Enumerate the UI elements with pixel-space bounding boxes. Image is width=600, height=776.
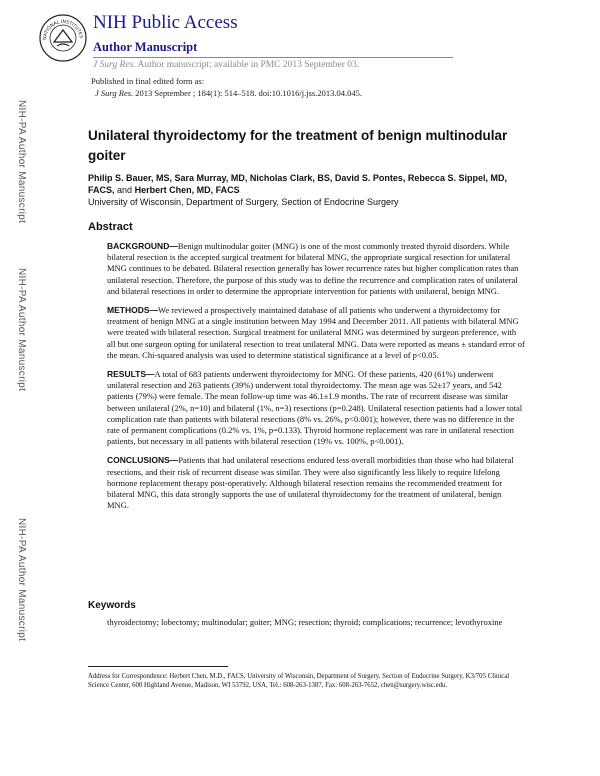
results-label: RESULTS— [107,369,155,380]
methods-text: We reviewed a prospectively maintained database of all patients who underwent a thyroidectomy for treatment of benign MNG at a single institution between May 1994 and December 2011. All patients with bilateral MNG were treated with bilateral resection. Surgical treatment for unilateral MNG was determined by surgeon preference, with all but one surgeon opting for unilateral resection to treat unilateral MNG. Data were reported as means ± standard error of the mean. Chi-squared analysis was used to determine statistical significance at a level of p<0.05. [107,305,525,360]
publication-details: 2013 September ; 184(1): 514–518. doi:10.1016/j.jss.2013.04.045. [135,88,362,98]
background-label: BACKGROUND— [107,241,178,251]
correspondence-footnote: Address for Correspondence: Herbert Chen, M.D., FACS, University of Wisconsin, Department of Surgery, Section of Endocrine Surgery, K3/705 Clinical Science Center, 600 Highland Avenue, Madison, WI 53792, USA, Tel.: 608-263-1387, Fax: 608-263-7652, chen@surgery.wisc.edu. [88,673,510,689]
abstract-conclusions [107,455,525,511]
abstract-results [107,369,525,447]
nih-subtitle: Author Manuscript [93,40,198,54]
sidebar-label-2: NIH-PA Author Manuscript [16,268,27,392]
sidebar-label-1: NIH-PA Author Manuscript [16,100,27,224]
nih-title: NIH Public Access [93,12,238,33]
author-block [88,172,518,208]
keywords-list: thyroidectomy; lobectomy; multinodular; goiter; MNG; resection; thyroid; complications; recurrence; levothyroxine [107,617,503,627]
publication-intro: Published in final edited form as: [91,76,205,86]
methods-label: METHODS— [107,305,158,316]
nih-citation-text: Author manuscript; available in PMC 2013 September 03. [137,60,360,70]
author-last: Herbert Chen, MD, FACS [134,185,240,195]
abstract-heading: Abstract [88,221,133,233]
keywords-heading: Keywords [88,600,136,611]
nih-citation-journal: J Surg Res. [93,60,136,70]
abstract-methods [107,305,525,361]
header-divider [93,57,453,58]
publication-citation [91,87,362,99]
conclusions-label: CONCLUSIONS— [107,455,179,466]
svg-text:NATIONAL INSTITUTES OF HEALTH [38,13,84,40]
publication-info [91,75,362,99]
logo-text: NATIONAL INSTITUTES [42,19,83,41]
article-title: Unilateral thyroidectomy for the treatment of benign multinodular goiter [88,128,508,163]
sidebar-label-3: NIH-PA Author Manuscript [16,518,27,642]
author-conjunction: and [117,185,133,195]
nih-seal-icon [38,13,88,63]
conclusions-text: Patients that had unilateral resections endured less overall morbidities than those who had bilateral resections, and their risk of recurrent disease was similar. They were also significantly less likely to require lifelong hormone replacement therapy post-operatively. Although bilateral resection remains the recommended treatment for bilateral MNG, this data strongly supports the use of unilateral thyroidectomy for the treatment of unilateral, benign MNG. [107,455,514,511]
abstract-body [107,241,525,519]
footnote-divider [88,666,228,667]
nih-citation [93,60,359,70]
background-text: Benign multinodular goiter (MNG) is one of the most commonly treated thyroid disorders. While bilateral resection is the accepted surgical treatment for bilateral MNG, the appropriate surgical resection for unilateral MNG continues to be debated. Bilateral resection generally has lower recurrence rates but higher complication rates than unilateral resection. Therefore, the purpose of this study was to define the recurrence and complication rates of unilateral and bilateral resections in order to determine the appropriate intervention for patients with unilateral, benign MNG. [107,241,519,296]
author-list: Philip S. Bauer, MS, Sara Murray, MD, Nicholas Clark, BS, David S. Pontes, Rebecca S. Sippel, MD, FACS, [88,173,507,195]
publication-journal: J Surg Res. [95,88,134,98]
affiliation: University of Wisconsin, Department of Surgery, Section of Endocrine Surgery [88,197,399,207]
abstract-background [107,241,525,297]
results-text: A total of 683 patients underwent thyroidectomy for MNG. Of these patients, 420 (61%) underwent unilateral resection and 263 patients (39%) underwent total thyroidectomy. The mean age was 52±17 years, and 542 patients (79%) were female. The mean follow-up time was 46.1±1.9 months. The rate of recurrent disease was similar between unilateral (2%, n=10) and bilateral (1%, n=3) resections (p=0.248). Unilateral resection patients had a lower total complication rate than patients with bilateral resections (8% vs. 26%, p<0.001); however, there was no difference in the rate of permanent complications (0.2% vs. 1%, p=0.133). Thyroid hormone replacement was rare in unilateral resection patients, but necessary in all patients with bilateral resection (19% vs. 100%, p<0.001). [107,369,523,447]
